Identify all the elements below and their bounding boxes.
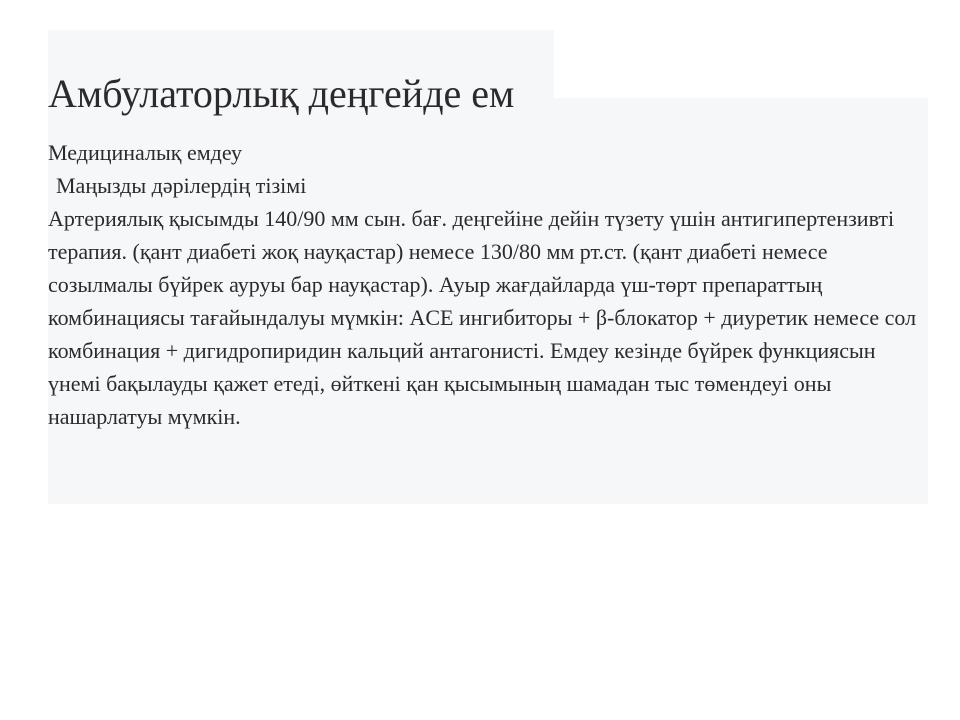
slide-title: Амбулаторлық деңгейде ем <box>48 71 515 116</box>
body-subheading: Медициналық емдеу <box>48 140 243 165</box>
body-list-title: Маңызды дәрілердің тізімі <box>56 173 307 198</box>
body-paragraph: Артериялық қысымды 140/90 мм сын. бағ. деңгейіне дейін түзету үшін антигипертензивті терапия. (қант диабеті жоқ науқастар) немесе 130/80 мм рт.ст. (қант диабеті немесе созылмалы бүйрек ауруы бар науқастар). Ауыр жағдайларда үш-төрт препараттың комбинациясы тағайындалуы мүмкін: ACE ингибиторы + β-блокатор + диуретик немесе сол комбинация + дигидропиридин кальций антагонисті. Емдеу кезінде бүйрек функциясын үнемі бақылауды қажет етеді, өйткені қан қысымының шамадан тыс төмендеуі оны нашарлатуы мүмкін. <box>48 206 917 429</box>
slide-body <box>48 136 918 433</box>
